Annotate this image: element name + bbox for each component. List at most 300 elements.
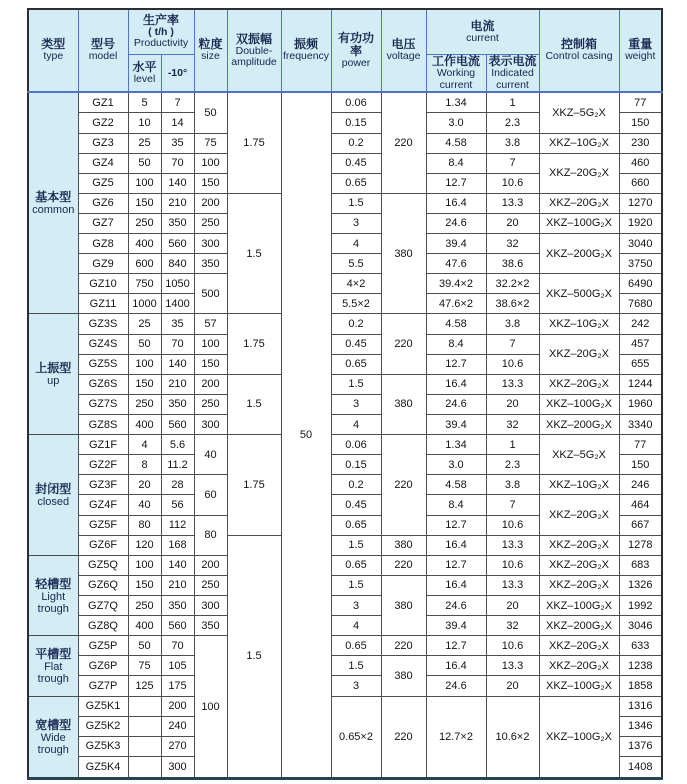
table-cell: 4.58 bbox=[426, 133, 486, 153]
table-cell: 0.06 bbox=[331, 435, 381, 455]
table-cell: 24.6 bbox=[426, 394, 486, 414]
table-cell: 10.6 bbox=[486, 173, 539, 193]
table-cell: XKZ–100G₂X bbox=[539, 394, 619, 414]
table-cell: 77 bbox=[619, 92, 662, 113]
model-cell: GZ5K3 bbox=[78, 736, 128, 756]
table-cell: 1346 bbox=[619, 716, 662, 736]
table-cell: 0.65 bbox=[331, 173, 381, 193]
table-cell: 16.4 bbox=[426, 374, 486, 394]
table-cell: 39.4 bbox=[426, 234, 486, 254]
table-cell: 7680 bbox=[619, 294, 662, 314]
table-cell: 7 bbox=[161, 92, 194, 113]
col-header-level bbox=[128, 55, 161, 93]
table-cell: 0.45 bbox=[331, 495, 381, 515]
table-cell: 500 bbox=[194, 274, 227, 314]
model-cell: GZ5F bbox=[78, 515, 128, 535]
type-group-cell: 宽槽型 Wide trough bbox=[28, 696, 78, 778]
table-cell: 1.34 bbox=[426, 92, 486, 113]
table-cell: 11.2 bbox=[161, 455, 194, 475]
table-cell: 660 bbox=[619, 173, 662, 193]
col-header-indicated-en: Indicated current bbox=[491, 67, 534, 91]
table-cell: XKZ–20G₂X bbox=[539, 656, 619, 676]
table-cell: 230 bbox=[619, 133, 662, 153]
table-cell: 210 bbox=[161, 374, 194, 394]
model-cell: GZ6F bbox=[78, 535, 128, 555]
table-row bbox=[28, 153, 662, 173]
table-cell: 12.7 bbox=[426, 515, 486, 535]
col-header-voltage-zh: 电压 bbox=[391, 37, 416, 52]
table-cell: 100 bbox=[128, 354, 161, 374]
table-cell: 10.6 bbox=[486, 636, 539, 656]
table-cell: 32.2×2 bbox=[486, 274, 539, 294]
table-cell: 80 bbox=[128, 515, 161, 535]
table-cell: 105 bbox=[161, 656, 194, 676]
model-cell: GZ7S bbox=[78, 394, 128, 414]
table-cell: 250 bbox=[128, 596, 161, 616]
table-header bbox=[28, 9, 662, 92]
table-cell: 250 bbox=[128, 394, 161, 414]
table-cell: XKZ–200G₂X bbox=[539, 415, 619, 435]
table-cell: 1050 bbox=[161, 274, 194, 294]
table-cell: 4.58 bbox=[426, 314, 486, 334]
table-cell: 1000 bbox=[128, 294, 161, 314]
table-cell: 0.65 bbox=[331, 636, 381, 656]
table-cell: 300 bbox=[194, 234, 227, 254]
table-cell: 24.6 bbox=[426, 596, 486, 616]
table-cell: 32 bbox=[486, 616, 539, 636]
col-header-current-en: current bbox=[466, 31, 499, 44]
type-group-cell: 上振型 up bbox=[28, 314, 78, 435]
table-cell: 12.7×2 bbox=[426, 696, 486, 778]
table-cell: 250 bbox=[128, 213, 161, 233]
table-cell: 77 bbox=[619, 435, 662, 455]
table-cell: 3.0 bbox=[426, 113, 486, 133]
table-row bbox=[28, 234, 662, 254]
table-cell: XKZ–100G₂X bbox=[539, 696, 619, 778]
table-cell: 5 bbox=[128, 92, 161, 113]
table-cell: 3046 bbox=[619, 616, 662, 636]
table-cell: 0.15 bbox=[331, 455, 381, 475]
table-cell: 4.58 bbox=[426, 475, 486, 495]
table-cell: 50 bbox=[128, 334, 161, 354]
table-cell: 1244 bbox=[619, 374, 662, 394]
col-header-amplitude bbox=[227, 9, 281, 92]
table-cell: 56 bbox=[161, 495, 194, 515]
table-cell: 80 bbox=[194, 515, 227, 555]
table-cell: 350 bbox=[194, 616, 227, 636]
table-cell: 3 bbox=[331, 676, 381, 696]
table-cell: 560 bbox=[161, 616, 194, 636]
table-cell: XKZ–20G₂X bbox=[539, 575, 619, 595]
model-cell: GZ6P bbox=[78, 656, 128, 676]
table-cell: 1.5 bbox=[331, 374, 381, 394]
col-header-control-zh: 控制箱 bbox=[560, 37, 597, 52]
model-cell: GZ8 bbox=[78, 234, 128, 254]
table-cell: 4×2 bbox=[331, 274, 381, 294]
table-cell: 1.5 bbox=[331, 193, 381, 213]
table-cell: 25 bbox=[128, 133, 161, 153]
table-cell: 47.6 bbox=[426, 254, 486, 274]
model-cell: GZ4 bbox=[78, 153, 128, 173]
table-cell: 10.6 bbox=[486, 354, 539, 374]
table-cell: 1.5 bbox=[227, 535, 281, 778]
table-cell: 1.5 bbox=[331, 575, 381, 595]
table-cell: 0.2 bbox=[331, 133, 381, 153]
model-cell: GZ4F bbox=[78, 495, 128, 515]
table-cell: XKZ–20G₂X bbox=[539, 495, 619, 535]
table-row bbox=[28, 696, 662, 716]
model-cell: GZ5K1 bbox=[78, 696, 128, 716]
col-header-size-zh: 粒度 bbox=[198, 37, 223, 52]
col-header-weight-en: weight bbox=[625, 50, 656, 63]
col-header-control-en: Control casing bbox=[545, 50, 613, 63]
table-cell: 380 bbox=[381, 656, 426, 696]
table-cell: 7 bbox=[486, 334, 539, 354]
table-cell: 0.2 bbox=[331, 475, 381, 495]
table-cell: 100 bbox=[128, 173, 161, 193]
model-cell: GZ4S bbox=[78, 334, 128, 354]
table-cell: XKZ–5G₂X bbox=[539, 435, 619, 475]
col-header-productivity-unit: ( t/h ) bbox=[148, 26, 174, 39]
table-cell bbox=[128, 696, 161, 716]
table-cell bbox=[128, 756, 161, 778]
table-row bbox=[28, 656, 662, 676]
table-cell: 150 bbox=[619, 113, 662, 133]
table-cell: 150 bbox=[128, 193, 161, 213]
table-cell: 1920 bbox=[619, 213, 662, 233]
table-cell: XKZ–5G₂X bbox=[539, 92, 619, 133]
table-cell: 350 bbox=[161, 213, 194, 233]
table-cell: 5.6 bbox=[161, 435, 194, 455]
table-cell: 3.8 bbox=[486, 314, 539, 334]
table-cell: 20 bbox=[486, 596, 539, 616]
table-cell: 380 bbox=[381, 193, 426, 314]
table-cell: XKZ–100G₂X bbox=[539, 676, 619, 696]
table-cell: 3 bbox=[331, 394, 381, 414]
table-cell: 1 bbox=[486, 435, 539, 455]
col-header-size-en: size bbox=[201, 50, 220, 63]
col-header-frequency-en: frequency bbox=[282, 50, 330, 63]
table-cell: 12.7 bbox=[426, 354, 486, 374]
col-header-working-en: Working current bbox=[436, 67, 476, 91]
table-cell: XKZ–100G₂X bbox=[539, 596, 619, 616]
table-cell: 400 bbox=[128, 234, 161, 254]
table-cell: 1316 bbox=[619, 696, 662, 716]
table-cell: 39.4 bbox=[426, 616, 486, 636]
table-cell: 1270 bbox=[619, 193, 662, 213]
table-cell: 50 bbox=[194, 92, 227, 133]
table-cell: 242 bbox=[619, 314, 662, 334]
table-cell: 3750 bbox=[619, 254, 662, 274]
table-cell: 16.4 bbox=[426, 656, 486, 676]
model-cell: GZ5P bbox=[78, 636, 128, 656]
col-header-voltage bbox=[381, 9, 426, 92]
table-row bbox=[28, 314, 662, 334]
table-cell: 20 bbox=[128, 475, 161, 495]
table-cell: 20 bbox=[486, 676, 539, 696]
table-cell: 200 bbox=[161, 696, 194, 716]
col-header-working-current bbox=[426, 55, 486, 93]
table-cell: 50 bbox=[128, 153, 161, 173]
table-cell: 38.6×2 bbox=[486, 294, 539, 314]
col-header-power-en: power bbox=[341, 56, 371, 69]
table-cell: 250 bbox=[194, 575, 227, 595]
table-cell: 6490 bbox=[619, 274, 662, 294]
table-cell: 300 bbox=[194, 415, 227, 435]
table-cell: 14 bbox=[161, 113, 194, 133]
table-cell: 8.4 bbox=[426, 495, 486, 515]
table-cell: 3 bbox=[331, 213, 381, 233]
table-cell: 0.65×2 bbox=[331, 696, 381, 778]
table-cell: 4 bbox=[331, 234, 381, 254]
table-cell: 270 bbox=[161, 736, 194, 756]
table-cell: 168 bbox=[161, 535, 194, 555]
table-row bbox=[28, 596, 662, 616]
table-row bbox=[28, 535, 662, 555]
table-cell: XKZ–20G₂X bbox=[539, 334, 619, 374]
table-cell: 39.4 bbox=[426, 415, 486, 435]
table-row bbox=[28, 676, 662, 696]
col-header-power bbox=[331, 9, 381, 92]
table-cell: 0.45 bbox=[331, 334, 381, 354]
table-cell: XKZ–100G₂X bbox=[539, 213, 619, 233]
table-cell: 75 bbox=[128, 656, 161, 676]
table-row bbox=[28, 575, 662, 595]
col-header-indicated-zh: 表示电流 bbox=[488, 54, 537, 68]
table-cell: XKZ–20G₂X bbox=[539, 535, 619, 555]
table-cell: 1376 bbox=[619, 736, 662, 756]
model-cell: GZ3S bbox=[78, 314, 128, 334]
table-body bbox=[28, 92, 662, 779]
table-cell: XKZ–200G₂X bbox=[539, 616, 619, 636]
table-cell: 655 bbox=[619, 354, 662, 374]
table-cell: 250 bbox=[194, 213, 227, 233]
table-row bbox=[28, 274, 662, 294]
table-cell: XKZ–20G₂X bbox=[539, 153, 619, 193]
model-cell: GZ5K2 bbox=[78, 716, 128, 736]
table-cell: 57 bbox=[194, 314, 227, 334]
table-cell: 3.8 bbox=[486, 475, 539, 495]
table-cell: 1400 bbox=[161, 294, 194, 314]
table-cell: 457 bbox=[619, 334, 662, 354]
table-cell: 100 bbox=[194, 334, 227, 354]
table-cell: 75 bbox=[194, 133, 227, 153]
col-header-weight bbox=[619, 9, 662, 92]
table-cell: 210 bbox=[161, 575, 194, 595]
table-cell: 0.65 bbox=[331, 555, 381, 575]
table-cell: 350 bbox=[194, 254, 227, 274]
table-cell: 600 bbox=[128, 254, 161, 274]
table-cell: 380 bbox=[381, 535, 426, 555]
table-cell: 1278 bbox=[619, 535, 662, 555]
table-cell: 8 bbox=[128, 455, 161, 475]
table-cell: 16.4 bbox=[426, 193, 486, 213]
table-cell: 560 bbox=[161, 234, 194, 254]
col-header-model bbox=[78, 9, 128, 92]
table-cell bbox=[128, 716, 161, 736]
table-cell: 0.65 bbox=[331, 354, 381, 374]
table-cell: 1960 bbox=[619, 394, 662, 414]
table-cell: 1.5 bbox=[331, 656, 381, 676]
table-cell: 5.5×2 bbox=[331, 294, 381, 314]
table-cell: 3340 bbox=[619, 415, 662, 435]
table-cell: 1.34 bbox=[426, 435, 486, 455]
table-cell: 1408 bbox=[619, 756, 662, 778]
table-cell: 840 bbox=[161, 254, 194, 274]
table-cell: 13.3 bbox=[486, 656, 539, 676]
table-cell: 400 bbox=[128, 415, 161, 435]
table-cell: 38.6 bbox=[486, 254, 539, 274]
table-cell: 125 bbox=[128, 676, 161, 696]
table-cell: 150 bbox=[194, 354, 227, 374]
model-cell: GZ1 bbox=[78, 92, 128, 113]
model-cell: GZ7Q bbox=[78, 596, 128, 616]
table-row bbox=[28, 193, 662, 213]
table-cell: 1326 bbox=[619, 575, 662, 595]
table-cell: 32 bbox=[486, 234, 539, 254]
col-header-model-en: model bbox=[88, 50, 118, 63]
table-cell: 0.45 bbox=[331, 153, 381, 173]
table-cell: 8.4 bbox=[426, 334, 486, 354]
table-cell: 220 bbox=[381, 435, 426, 536]
table-row bbox=[28, 394, 662, 414]
model-cell: GZ2 bbox=[78, 113, 128, 133]
table-cell: 150 bbox=[194, 173, 227, 193]
model-cell: GZ3 bbox=[78, 133, 128, 153]
model-cell: GZ8Q bbox=[78, 616, 128, 636]
table-cell: 1.5 bbox=[227, 374, 281, 434]
table-cell: 70 bbox=[161, 153, 194, 173]
col-header-level-zh: 水平 bbox=[132, 59, 157, 74]
table-cell: 1.75 bbox=[227, 435, 281, 536]
model-cell: GZ5 bbox=[78, 173, 128, 193]
col-header-frequency bbox=[281, 9, 331, 92]
type-group-cell: 封闭型 closed bbox=[28, 435, 78, 556]
table-cell: 32 bbox=[486, 415, 539, 435]
table-cell: 560 bbox=[161, 415, 194, 435]
table-cell: 1238 bbox=[619, 656, 662, 676]
col-header-size bbox=[194, 9, 227, 92]
col-header-productivity bbox=[128, 9, 194, 55]
table-cell: 140 bbox=[161, 555, 194, 575]
table-cell: 40 bbox=[194, 435, 227, 475]
table-cell: 20 bbox=[486, 394, 539, 414]
model-cell: GZ5Q bbox=[78, 555, 128, 575]
table-cell: 10 bbox=[128, 113, 161, 133]
table-cell: 200 bbox=[194, 374, 227, 394]
table-cell: 16.4 bbox=[426, 535, 486, 555]
col-header-working-zh: 工作电流 bbox=[431, 54, 480, 68]
model-cell: GZ3F bbox=[78, 475, 128, 495]
table-cell: 2.3 bbox=[486, 113, 539, 133]
table-cell: 220 bbox=[381, 92, 426, 193]
table-cell: XKZ–500G₂X bbox=[539, 274, 619, 314]
col-header-model-zh: 型号 bbox=[90, 37, 115, 52]
table-cell: 0.2 bbox=[331, 314, 381, 334]
table-cell: 20 bbox=[486, 213, 539, 233]
model-cell: GZ6 bbox=[78, 193, 128, 213]
model-cell: GZ6S bbox=[78, 374, 128, 394]
table-cell: 3040 bbox=[619, 234, 662, 254]
table-cell bbox=[128, 736, 161, 756]
table-cell: 16.4 bbox=[426, 575, 486, 595]
table-cell: 13.3 bbox=[486, 575, 539, 595]
col-header-indicated-current bbox=[486, 55, 539, 93]
table-cell: 120 bbox=[128, 535, 161, 555]
table-cell: 667 bbox=[619, 515, 662, 535]
table-cell: 24.6 bbox=[426, 213, 486, 233]
col-header-current-zh: 电流 bbox=[470, 18, 495, 33]
col-header-type bbox=[28, 9, 78, 92]
table-cell: XKZ–20G₂X bbox=[539, 555, 619, 575]
spec-table bbox=[27, 8, 663, 780]
model-cell: GZ5S bbox=[78, 354, 128, 374]
table-row bbox=[28, 92, 662, 113]
model-cell: GZ1F bbox=[78, 435, 128, 455]
table-cell: 7 bbox=[486, 153, 539, 173]
table-cell: 13.3 bbox=[486, 374, 539, 394]
model-cell: GZ5K4 bbox=[78, 756, 128, 778]
table-cell: 220 bbox=[381, 696, 426, 778]
table-cell: 220 bbox=[381, 314, 426, 374]
table-cell: 10.6×2 bbox=[486, 696, 539, 778]
table-cell: 3.0 bbox=[426, 455, 486, 475]
table-cell: 400 bbox=[128, 616, 161, 636]
table-cell: 1.5 bbox=[227, 193, 281, 314]
table-row bbox=[28, 555, 662, 575]
col-header-amplitude-zh: 双振幅 bbox=[235, 31, 272, 46]
table-row bbox=[28, 495, 662, 515]
model-cell: GZ8S bbox=[78, 415, 128, 435]
model-cell: GZ9 bbox=[78, 254, 128, 274]
type-group-cell: 基本型 common bbox=[28, 92, 78, 314]
type-group-cell: 轻槽型 Light trough bbox=[28, 555, 78, 635]
table-cell: 24.6 bbox=[426, 676, 486, 696]
type-group-cell: 平槽型 Flat trough bbox=[28, 636, 78, 696]
table-cell: 1.5 bbox=[331, 535, 381, 555]
table-row bbox=[28, 616, 662, 636]
table-cell: 100 bbox=[194, 636, 227, 779]
table-cell: 1992 bbox=[619, 596, 662, 616]
table-row bbox=[28, 415, 662, 435]
table-cell: XKZ–200G₂X bbox=[539, 234, 619, 274]
table-cell: 300 bbox=[194, 596, 227, 616]
table-cell: 39.4×2 bbox=[426, 274, 486, 294]
table-cell: XKZ–20G₂X bbox=[539, 374, 619, 394]
table-cell: 12.7 bbox=[426, 173, 486, 193]
table-cell: 3.8 bbox=[486, 133, 539, 153]
col-header-current bbox=[426, 9, 539, 55]
table-cell: 460 bbox=[619, 153, 662, 173]
table-cell: 50 bbox=[281, 92, 331, 779]
col-header-weight-zh: 重量 bbox=[628, 37, 653, 52]
table-cell: 35 bbox=[161, 314, 194, 334]
model-cell: GZ6Q bbox=[78, 575, 128, 595]
table-cell: 633 bbox=[619, 636, 662, 656]
table-cell: 4 bbox=[331, 415, 381, 435]
table-cell: 2.3 bbox=[486, 455, 539, 475]
table-cell: XKZ–20G₂X bbox=[539, 636, 619, 656]
table-cell: XKZ–20G₂X bbox=[539, 193, 619, 213]
col-header-productivity-en: Productivity bbox=[133, 37, 189, 50]
col-header-amplitude-en: Double-amplitude bbox=[231, 44, 277, 68]
table-cell: 380 bbox=[381, 374, 426, 434]
table-row bbox=[28, 213, 662, 233]
table-cell: 1.75 bbox=[227, 92, 281, 193]
table-cell: 300 bbox=[161, 756, 194, 778]
table-cell: 50 bbox=[128, 636, 161, 656]
table-cell: 350 bbox=[161, 596, 194, 616]
